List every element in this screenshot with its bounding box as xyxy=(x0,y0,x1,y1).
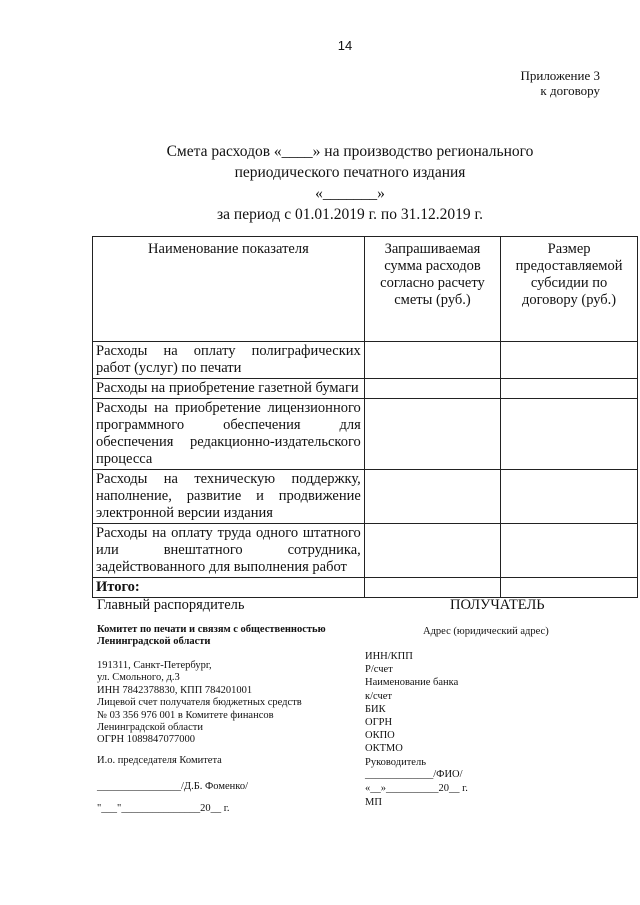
row-requested-cell xyxy=(364,399,500,470)
expense-table xyxy=(92,236,638,598)
grantor-detail-line: ИНН 7842378830, КПП 784201001 xyxy=(97,684,253,696)
table-header-row xyxy=(93,237,638,342)
table-row xyxy=(93,379,638,399)
grantor-signature-line: ________________/Д.Б. Фоменко/ xyxy=(97,781,248,792)
row-label: Расходы на приобретение газетной бумаги xyxy=(93,379,365,399)
header-indicator: Наименование показателя xyxy=(93,237,365,342)
row-subsidy-cell xyxy=(501,524,638,578)
grantor-detail-line: ул. Смольного, д.3 xyxy=(97,672,180,684)
table-row xyxy=(93,470,638,524)
period-line: за период с 01.01.2019 г. по 31.12.2019 г. xyxy=(217,206,483,223)
total-subsidy-cell xyxy=(501,578,638,598)
table-row xyxy=(93,524,638,578)
title-line-2: периодического печатного издания xyxy=(234,164,466,181)
grantor-heading: Главный распорядитель xyxy=(97,597,245,613)
appendix-line-1: Приложение 3 xyxy=(520,68,600,83)
title-line-1: Смета расходов «____» на производство регионального xyxy=(166,143,534,160)
header-subsidy-amount: Размер предоставляемой субсидии по договору (руб.) xyxy=(501,237,638,342)
grantor-org-name xyxy=(97,624,326,649)
row-requested-cell xyxy=(364,470,500,524)
row-subsidy-cell xyxy=(501,399,638,470)
recipient-field: Р/счет xyxy=(365,664,393,676)
table-row xyxy=(93,342,638,379)
recipient-address-label: Адрес (юридический адрес) xyxy=(423,626,549,637)
title-line-3: «_______» xyxy=(315,185,385,202)
recipient-field: Наименование банка xyxy=(365,677,459,689)
grantor-detail-line: ОГРН 1089847077000 xyxy=(97,734,195,746)
recipient-date-line: «__»__________20__ г. xyxy=(365,783,468,794)
recipient-fields xyxy=(365,650,458,769)
total-row xyxy=(93,578,638,598)
recipient-field: ОГРН xyxy=(365,717,393,729)
row-label: Расходы на техническую поддержку, наполнение, развитие и продвижение электронной версии издания xyxy=(93,470,365,524)
org-name-line-1: Комитет по печати и связям с общественностью xyxy=(97,624,326,635)
org-name-line-2: Ленинградской области xyxy=(97,636,211,648)
grantor-detail-line: 191311, Санкт-Петербург, xyxy=(97,660,212,671)
stamp-label: МП xyxy=(365,797,382,808)
row-label: Расходы на приобретение лицензионного программного обеспечения для обеспечения редакционно-издательского процесса xyxy=(93,399,365,470)
row-subsidy-cell xyxy=(501,379,638,399)
row-subsidy-cell xyxy=(501,342,638,379)
recipient-field: к/счет xyxy=(365,690,392,702)
document-title xyxy=(90,141,610,204)
recipient-field: ОКПО xyxy=(365,730,395,742)
recipient-signature-line: _____________/ФИО/ xyxy=(365,769,463,780)
grantor-details xyxy=(97,660,302,747)
row-requested-cell xyxy=(364,379,500,399)
recipient-heading: ПОЛУЧАТЕЛЬ xyxy=(450,597,545,613)
page-number: 14 xyxy=(337,38,353,53)
row-label: Расходы на оплату труда одного штатного или внештатного сотрудника, задействованного для выполнения работ xyxy=(93,524,365,578)
row-label: Расходы на оплату полиграфических работ (услуг) по печати xyxy=(93,342,365,379)
total-requested-cell xyxy=(364,578,500,598)
row-requested-cell xyxy=(364,524,500,578)
grantor-date-line: "___"_______________20__ г. xyxy=(97,803,230,814)
grantor-detail-line: № 03 356 976 001 в Комитете финансов xyxy=(97,709,274,721)
appendix-line-2: к договору xyxy=(540,83,600,98)
recipient-field: БИК xyxy=(365,703,386,715)
table-row xyxy=(93,399,638,470)
recipient-field: ИНН/КПП xyxy=(365,651,413,662)
grantor-signer-title: И.о. председателя Комитета xyxy=(97,755,222,766)
recipient-field: Руководитель xyxy=(365,756,426,768)
grantor-detail-line: Лицевой счет получателя бюджетных средств xyxy=(97,697,302,709)
grantor-detail-line: Ленинградской области xyxy=(97,722,203,734)
total-label: Итого: xyxy=(93,578,365,598)
header-requested-amount: Запрашиваемая сумма расходов согласно расчету сметы (руб.) xyxy=(364,237,500,342)
row-subsidy-cell xyxy=(501,470,638,524)
appendix-label xyxy=(520,68,600,98)
recipient-field: ОКТМО xyxy=(365,743,403,755)
row-requested-cell xyxy=(364,342,500,379)
